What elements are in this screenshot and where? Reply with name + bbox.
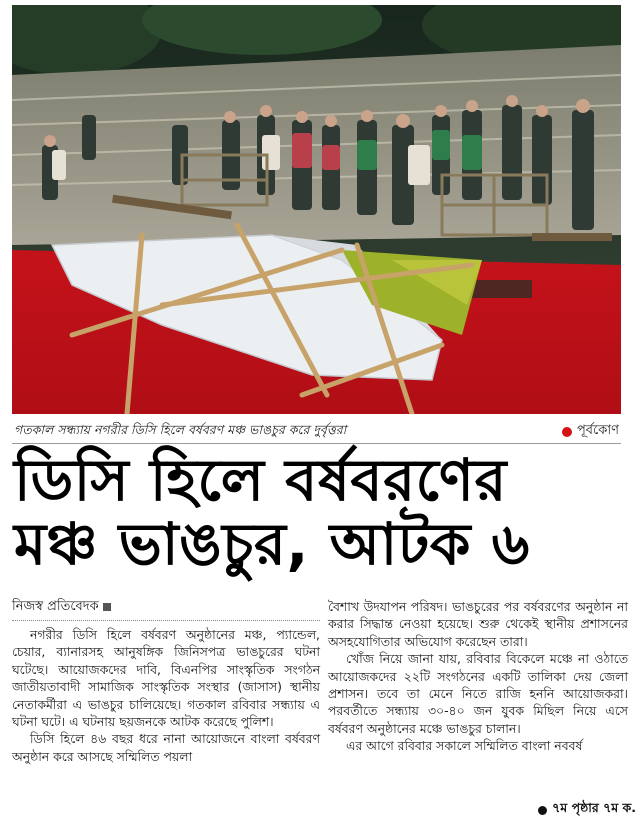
continued-text: ৭ম পৃষ্ঠার ৭ম ক. [552,800,636,815]
article-column-left [12,598,320,765]
square-icon [103,603,111,611]
headline-line-2: মঞ্চ ভাঙচুর, আটক ৬ [14,510,530,578]
article-column-right [328,598,628,755]
photo-caption: গতকাল সন্ধ্যায় নগরীর ডিসি হিলে বর্ষবরণ মঞ্চ ভাঙচুর করে দুর্বৃত্তরা [14,422,347,437]
article-paragraph: বৈশাখ উদযাপন পরিষদ। ভাঙচুরের পর বর্ষবরণের অনুষ্ঠান না করার সিদ্ধান্ত নেওয়া হয়েছে। শুরু থেকেই স্থানীয় প্রশাসনের অসহযোগিতার অভিযোগ করেছেন তারা। [328,599,628,649]
headline [14,448,624,576]
news-photo [12,5,621,414]
photo-credit [562,421,619,442]
article-paragraph: ডিসি হিলে ৪৬ বছর ধরে নানা আয়োজনে বাংলা বর্ষবরণ অনুষ্ঠান করে আসছে সম্মিলিত পয়লা [12,731,320,764]
byline [12,598,320,621]
bullet-icon [538,806,547,815]
photo-credit-text: পূর্বকোণ [576,423,619,438]
stage-vandalism-photo [12,5,621,414]
headline-line-1: ডিসি হিলে বর্ষবরণের [14,446,507,514]
photo-caption-row [12,419,621,444]
article-paragraph: এর আগে রবিবার সকালে সম্মিলিত বাংলা নববর্ষ [346,738,583,754]
byline-text: নিজস্ব প্রতিবেদক [12,599,99,614]
red-dot-icon [562,427,572,437]
article-paragraph: খোঁজ নিয়ে জানা যায়, রবিবার বিকেলে মঞ্চে না ওঠাতে আয়োজকদের ২২টি সংগঠনের একটি তালিকা দেয় জেলা প্রশাসন। তবে তা মেনে নিতে রাজি হননি আয়োজকরা। পরবর্তীতে সন্ধ্যায় ৩০-৪০ জন যুবক মিছিল নিয়ে এসে বর্ষবরণ অনুষ্ঠানের মঞ্চে ভাঙচুর চালান। [328,651,628,736]
article-paragraph: নগরীর ডিসি হিলে বর্ষবরণ অনুষ্ঠানের মঞ্চ, প্যান্ডেল, চেয়ার, ব্যানারসহ আনুষঙ্গিক জিনিসপত্র ভাঙচুরের ঘটনা ঘটেছে। আয়োজকদের দাবি, বিএনপির সাংস্কৃতিক সংগঠন জাতীয়তাবাদী সামাজিক সাংস্কৃতিক সংস্থার (জাসাস) স্থানীয় নেতাকর্মীরা এ ভাঙচুর চালিয়েছে। গতকাল রবিবার সন্ধ্যায় এ ঘটনা ঘটে। এ ঘটনায় ছয়জনকে আটক করেছে পুলিশ। [12,627,320,730]
continued-jump[interactable] [538,800,636,820]
